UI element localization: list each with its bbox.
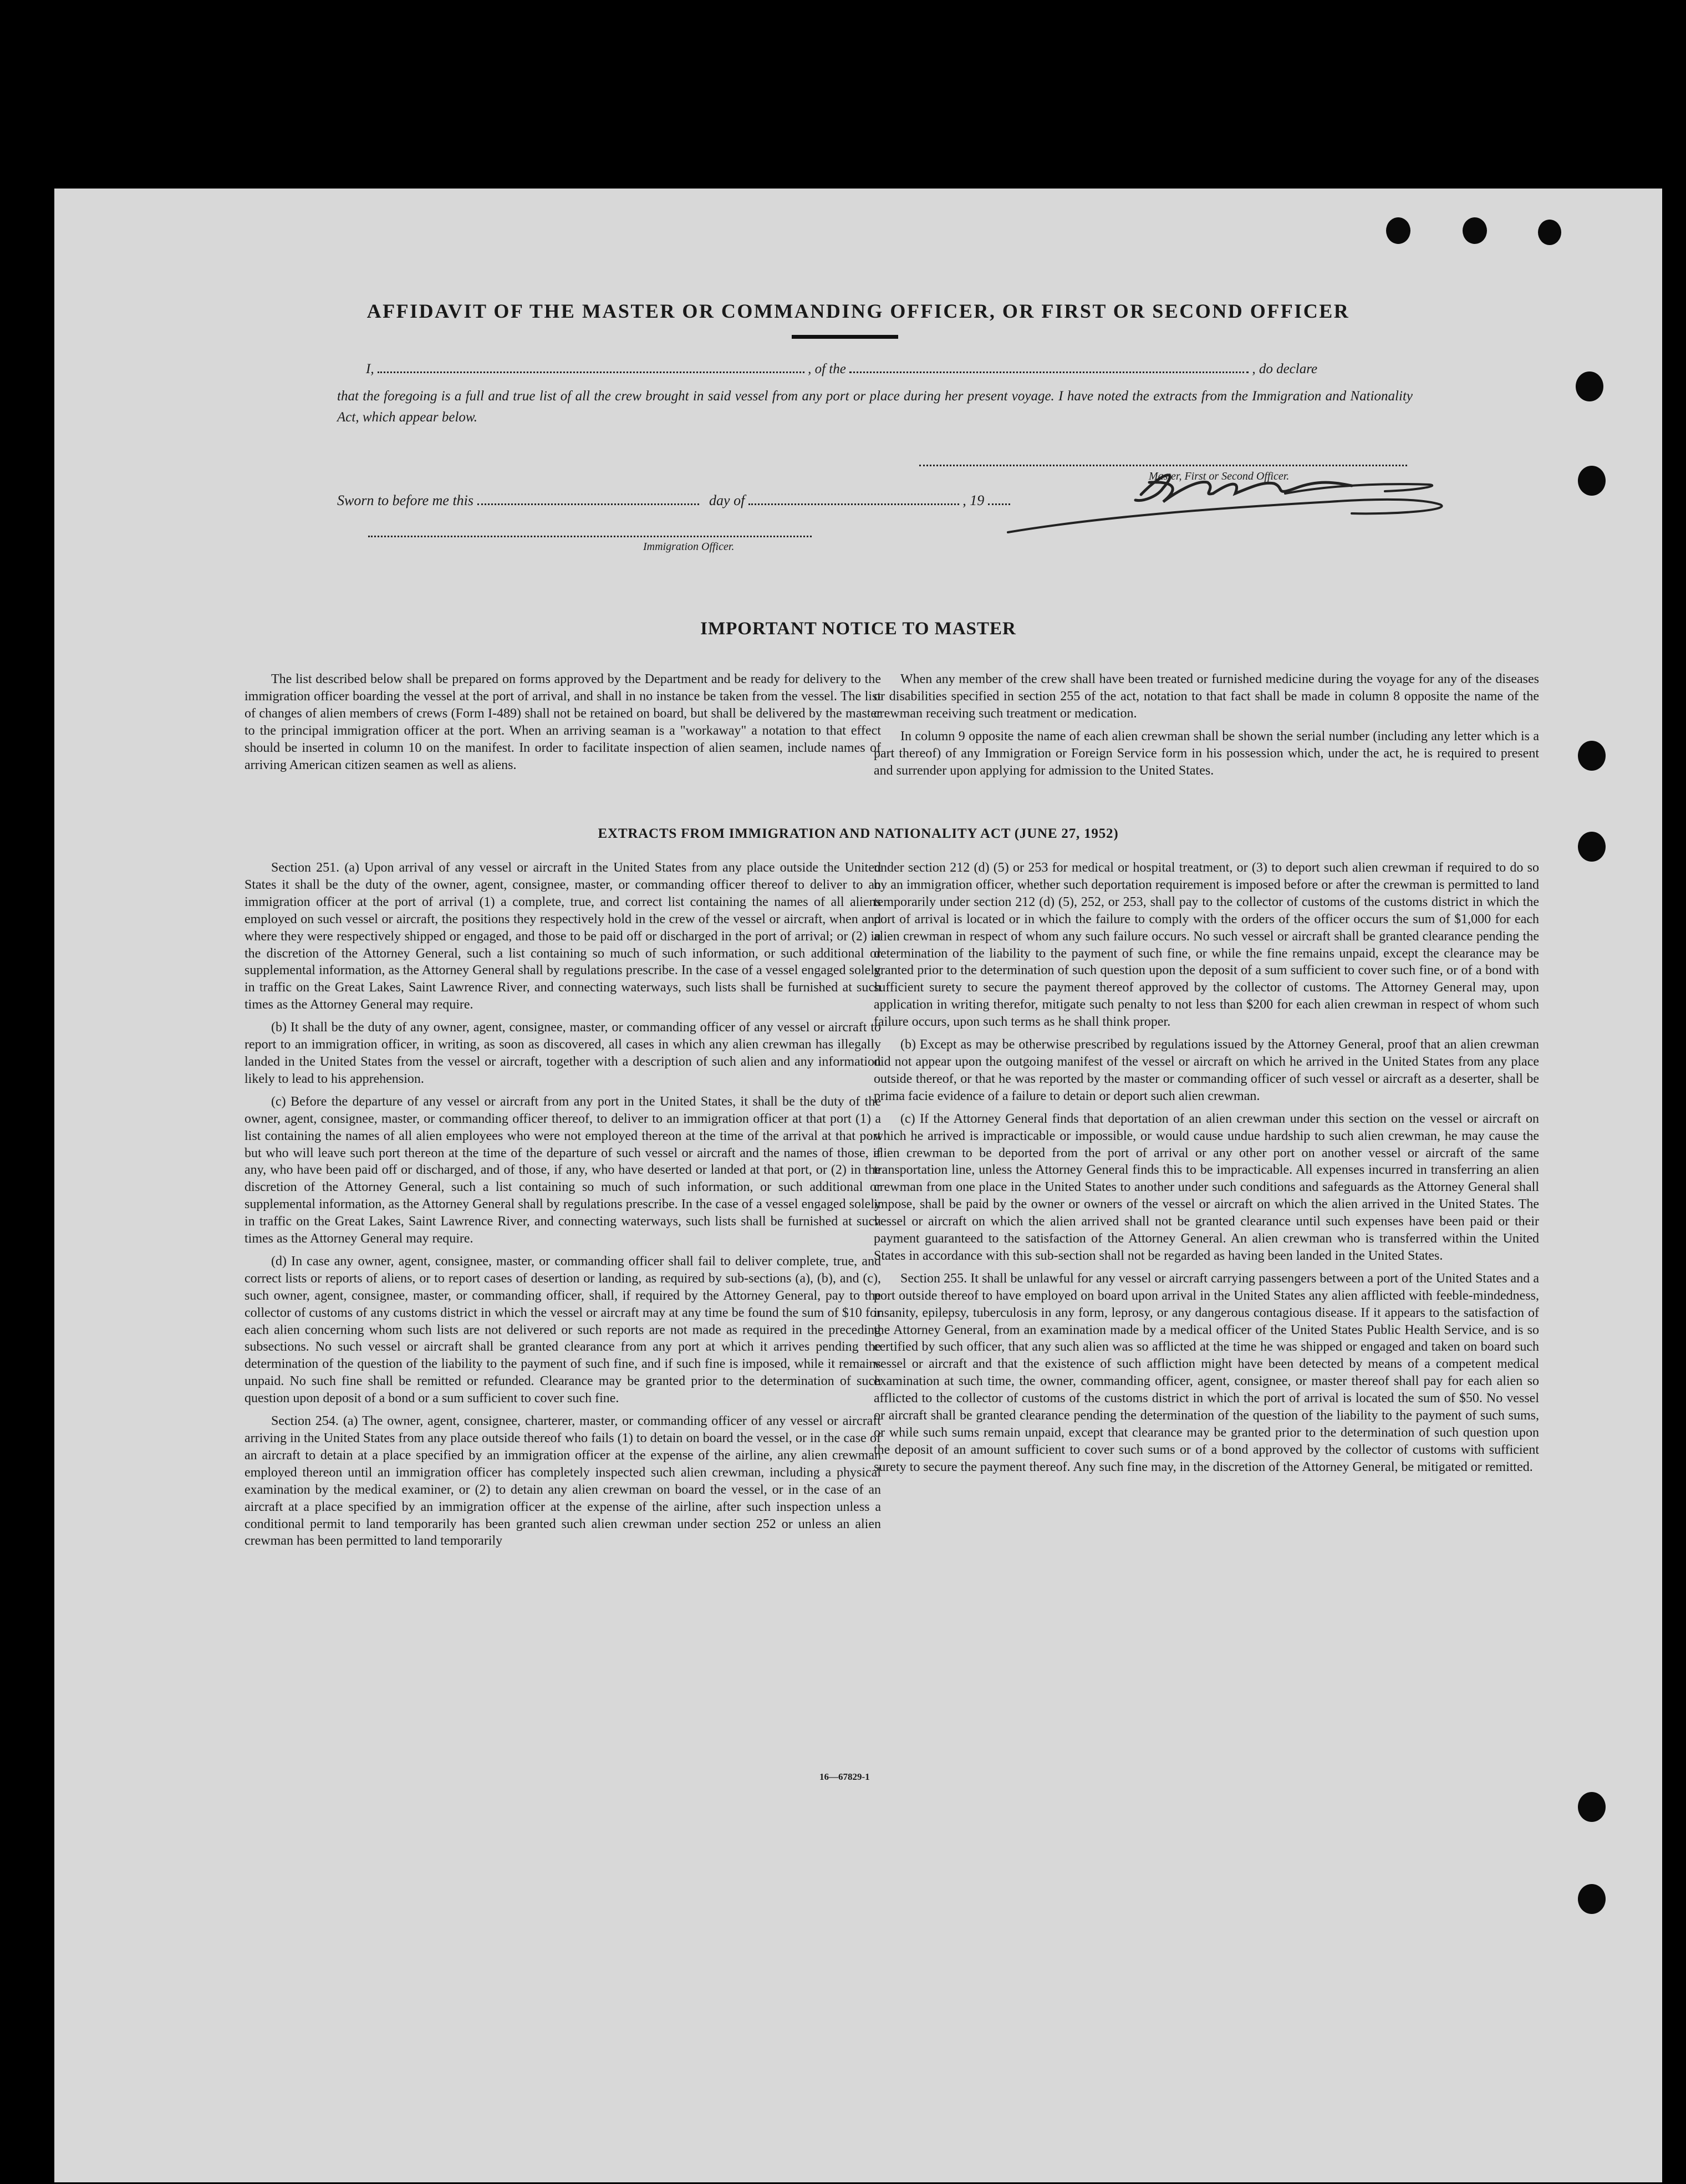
- notice-right-column: [874, 671, 1539, 785]
- i-label: I,: [366, 362, 374, 376]
- section-255: Section 255. It shall be unlawful for any vessel or aircraft carrying passengers between a port of the United States and a port outside thereof to have employed on board upon arrival in the United States any alien afflicted with feeble-mindedness, insanity, epilepsy, tuberculosis in any form, leprosy, or any dangerous contagious disease. If it appears to the satisfaction of the Attorney General, from an examination made by a medical officer of the United States Public Health Service, and is so certified by such officer, that any such alien was so afflicted at the time he was shipped or engaged and taken on board such vessel or aircraft and that the existence of such affliction might have been detected by means of a competent medical examination at such time, the owner, commanding officer, agent, consignee, or master thereof shall pay for each alien so afflicted to the collector of customs of the customs district in which the port of arrival is located the sum of $50. No vessel or aircraft shall be granted clearance pending the determination of the question of the liability to the payment of such sums, or while such sums remain unpaid, except that clearance may be granted prior to the determination of such question upon the deposit of an amount sufficient to cover such sums or of a bond approved by the collector of customs with sufficient surety to secure the payment thereof. Any such fine may, in the discretion of the Attorney General, be mitigated or remitted.: [874, 1271, 1539, 1474]
- extracts-right-column: [874, 859, 1539, 1482]
- punch-hole: [1538, 220, 1561, 245]
- sworn-year-field[interactable]: [988, 499, 1010, 505]
- sworn-label: Sworn to before me this: [337, 492, 474, 508]
- declaration-statement: that the foregoing is a full and true list of all the crew brought in said vessel from any port or place during her present voyage. I have noted the extracts from the Immigration and Nationality Act, which appear below.: [337, 389, 1413, 425]
- section-254-c: (c) If the Attorney General finds that deportation of an alien crewman under this section on the vessel or aircraft on which he arrived is impracticable or impossible, or would cause undue hardship to such alien crewman, he may cause the alien crewman to be deported from the port of arrival or any other port on another vessel or aircraft of the same transportation line, unless the Attorney General finds this to be impracticable. All expenses incurred in transferring an alien crewman from one place in the United States to another under such conditions and safeguards as the Attorney General shall impose, shall be paid by the owner or owners of the vessel or aircraft on which the alien arrived in the United States. The vessel or aircraft on which the alien arrived shall not be granted clearance until such expenses have been paid or their payment guaranteed to the satisfaction of the Attorney General. An alien crewman who is transferred within the United States in accordance with this sub-section shall not be regarded as having been landed in the United States.: [874, 1111, 1539, 1263]
- name-field[interactable]: [378, 367, 804, 373]
- punch-hole: [1578, 1792, 1606, 1822]
- form-number: 16—67829-1: [819, 1771, 870, 1782]
- signature-caption: Master, First or Second Officer.: [1149, 470, 1290, 482]
- of-the-label: , of the: [808, 362, 846, 376]
- day-of-label: day of: [709, 492, 745, 508]
- document-page: [54, 189, 1662, 2182]
- vessel-field[interactable]: [849, 367, 1249, 373]
- sworn-month-field[interactable]: [748, 499, 959, 505]
- section-251-c: (c) Before the departure of any vessel or aircraft from any port in the United States, it shall be the duty of the owner, agent, consignee, master, or commanding officer thereof, to deliver to an immigration officer at that port (1) a list containing the names of all alien employees who were not employed thereon at the time of the arrival at that port but who will leave such port thereon at the time of the departure of such vessel or aircraft and the names of those, if any, who have been paid off or discharged, and of those, if any, who have deserted or landed at that port, or (2) in the discretion of the Attorney General, such a list containing so much of such information, or such additional or supplemental information, as the Attorney General shall by regulations prescribe. In the case of a vessel engaged solely in traffic on the Great Lakes, Saint Lawrence River, and connecting waterways, such lists shall be furnished at such times as the Attorney General may require.: [245, 1094, 881, 1246]
- title-rule: [792, 335, 898, 339]
- notice-left-column: [245, 671, 881, 779]
- punch-hole: [1578, 741, 1606, 771]
- section-251-b: (b) It shall be the duty of any owner, agent, consignee, master, or commanding officer of any vessel or aircraft to report to an immigration officer, in writing, as soon as discovered, all cases in which any alien crewman has illegally landed in the United States from the vessel or aircraft, together with a description of such alien and any information likely to lead to his apprehension.: [245, 1020, 881, 1086]
- do-declare-label: , do declare: [1252, 362, 1318, 376]
- immigration-officer-caption: Immigration Officer.: [643, 541, 735, 553]
- notice-paragraph: In column 9 opposite the name of each alien crewman shall be shown the serial number (including any letter which is a part thereof) of any Immigration or Foreign Service form in his possession which, under the act, he is required to present and surrender upon applying for admission to the United States.: [874, 729, 1539, 778]
- notice-paragraph: When any member of the crew shall have been treated or furnished medicine during the voyage for any of the diseases or disabilities specified in section 255 of the act, notation to that fact shall be made in column 8 opposite the name of the crewman receiving such treatment or medication.: [874, 672, 1539, 721]
- section-254-a-cont: under section 212 (d) (5) or 253 for medical or hospital treatment, or (3) to deport such alien crewman if required to do so by an immigration officer, whether such deportation requirement is imposed before or after the crewman is permitted to land temporarily under section 212 (d) (5), 252, or 253, shall pay to the collector of customs of the customs district in which the port of arrival is located or in which the failure to comply with the orders of the officer occurs the sum of $1,000 for each alien crewman in respect of whom any such failure occurs. No such vessel or aircraft shall be granted clearance pending the determination of the liability to the payment of such fine, or while the fine remains unpaid, except the clearance may be granted prior to the determination of such question upon the deposit of a sum sufficient to cover such fine, or of a bond with sufficient surety to secure the payment thereof approved by the collector of customs. The Attorney General may, upon application in writing therefor, mitigate such penalty to not less than $200 for each alien crewman in respect of whom such failure occurs, upon such terms as he shall think proper.: [874, 861, 1539, 1030]
- notice-paragraph: The list described below shall be prepared on forms approved by the Department and be ready for delivery to the immigration officer boarding the vessel at the port of arrival, and shall in no instance be taken from the vessel. The list of changes of alien members of crews (Form I-489) shall not be retained on board, but shall be delivered by the master to the principal immigration officer at the port. When an arriving seaman is a "workaway" a notation to that effect should be inserted in column 10 on the manifest. In order to facilitate inspection of alien seamen, include names of arriving American citizen seamen as well as aliens.: [245, 672, 881, 772]
- punch-hole: [1463, 217, 1487, 244]
- notice-title: IMPORTANT NOTICE TO MASTER: [700, 619, 1016, 639]
- extracts-left-column: [245, 859, 881, 1555]
- punch-hole: [1578, 466, 1606, 496]
- year-label: , 19: [962, 492, 985, 508]
- punch-hole: [1576, 371, 1603, 401]
- immigration-officer-line[interactable]: [368, 536, 812, 537]
- affidavit-title: AFFIDAVIT OF THE MASTER OR COMMANDING OFFICER, OR FIRST OR SECOND OFFICER: [366, 300, 1350, 322]
- section-254-b: (b) Except as may be otherwise prescribed by regulations issued by the Attorney General, proof that an alien crewman did not appear upon the outgoing manifest of the vessel or aircraft on which he arrived in the United States from any place outside thereof, or that he was reported by the master or commanding officer of such vessel or aircraft as a deserter, shall be prima facie evidence of a failure to detain or deport such alien crewman.: [874, 1037, 1539, 1103]
- section-251-d: (d) In case any owner, agent, consignee, master, or commanding officer shall fail to deliver complete, true, and correct lists or reports of aliens, or to report cases of desertion or landing, as required by sub-sections (a), (b), and (c), such owner, agent, consignee, master, or commanding officer, shall, if required by the Attorney General, pay to the collector of customs of any customs district in which the vessel or aircraft may at any time be found the sum of $10 for each alien concerning whom such lists are not delivered or such reports are not made as required in the preceding subsections. No such vessel or aircraft shall be granted clearance from any port at which it arrives pending the determination of the question of the liability to the payment of such fine, and if such fine is imposed, while it remains unpaid. No such fine shall be remitted or refunded. Clearance may be granted prior to the determination of such question upon deposit of a bond or a sum sufficient to cover such fine.: [245, 1254, 881, 1406]
- section-254-a: Section 254. (a) The owner, agent, consignee, charterer, master, or commanding officer of any vessel or aircraft arriving in the United States from any place outside thereof who fails (1) to detain on board the vessel, or in the case of an aircraft to detain at a place specified by an immigration officer at the expense of the airline, any alien crewman employed thereon until an immigration officer has completely inspected such alien crewman, including a physical examination by the medical examiner, or (2) to detain any alien crewman on board the vessel, or in the case of an aircraft at a place specified by an immigration officer at the expense of the airline, after such inspection unless a conditional permit to land temporarily has been granted such alien crewman under section 252 or unless an alien crewman has been permitted to land temporarily: [245, 1414, 881, 1549]
- handwritten-signature: [997, 449, 1518, 538]
- sworn-day-field[interactable]: [477, 499, 699, 505]
- declaration-line: [366, 362, 1430, 377]
- punch-hole: [1578, 1884, 1606, 1914]
- extracts-title: EXTRACTS FROM IMMIGRATION AND NATIONALITY ACT (JUNE 27, 1952): [598, 826, 1119, 841]
- sworn-line: [337, 492, 1010, 509]
- section-251-a: Section 251. (a) Upon arrival of any vessel or aircraft in the United States from any place outside the United States it shall be the duty of the owner, agent, consignee, master, or commanding officer thereof to deliver to an immigration officer at the port of arrival (1) a complete, true, and correct list containing the names of all aliens employed on such vessel or aircraft, the positions they respectively hold in the crew of the vessel or aircraft, when and where they were respectively shipped or engaged, and those to be paid off or discharged in the port of arrival; or (2) in the discretion of the Attorney General, such a list containing so much of such information, or such additional or supplemental information, as the Attorney General shall by regulations prescribe. In the case of a vessel engaged solely in traffic on the Great Lakes, Saint Lawrence River, and connecting waterways, such lists shall be furnished at such times as the Attorney General may require.: [245, 861, 881, 1012]
- punch-hole: [1386, 217, 1410, 244]
